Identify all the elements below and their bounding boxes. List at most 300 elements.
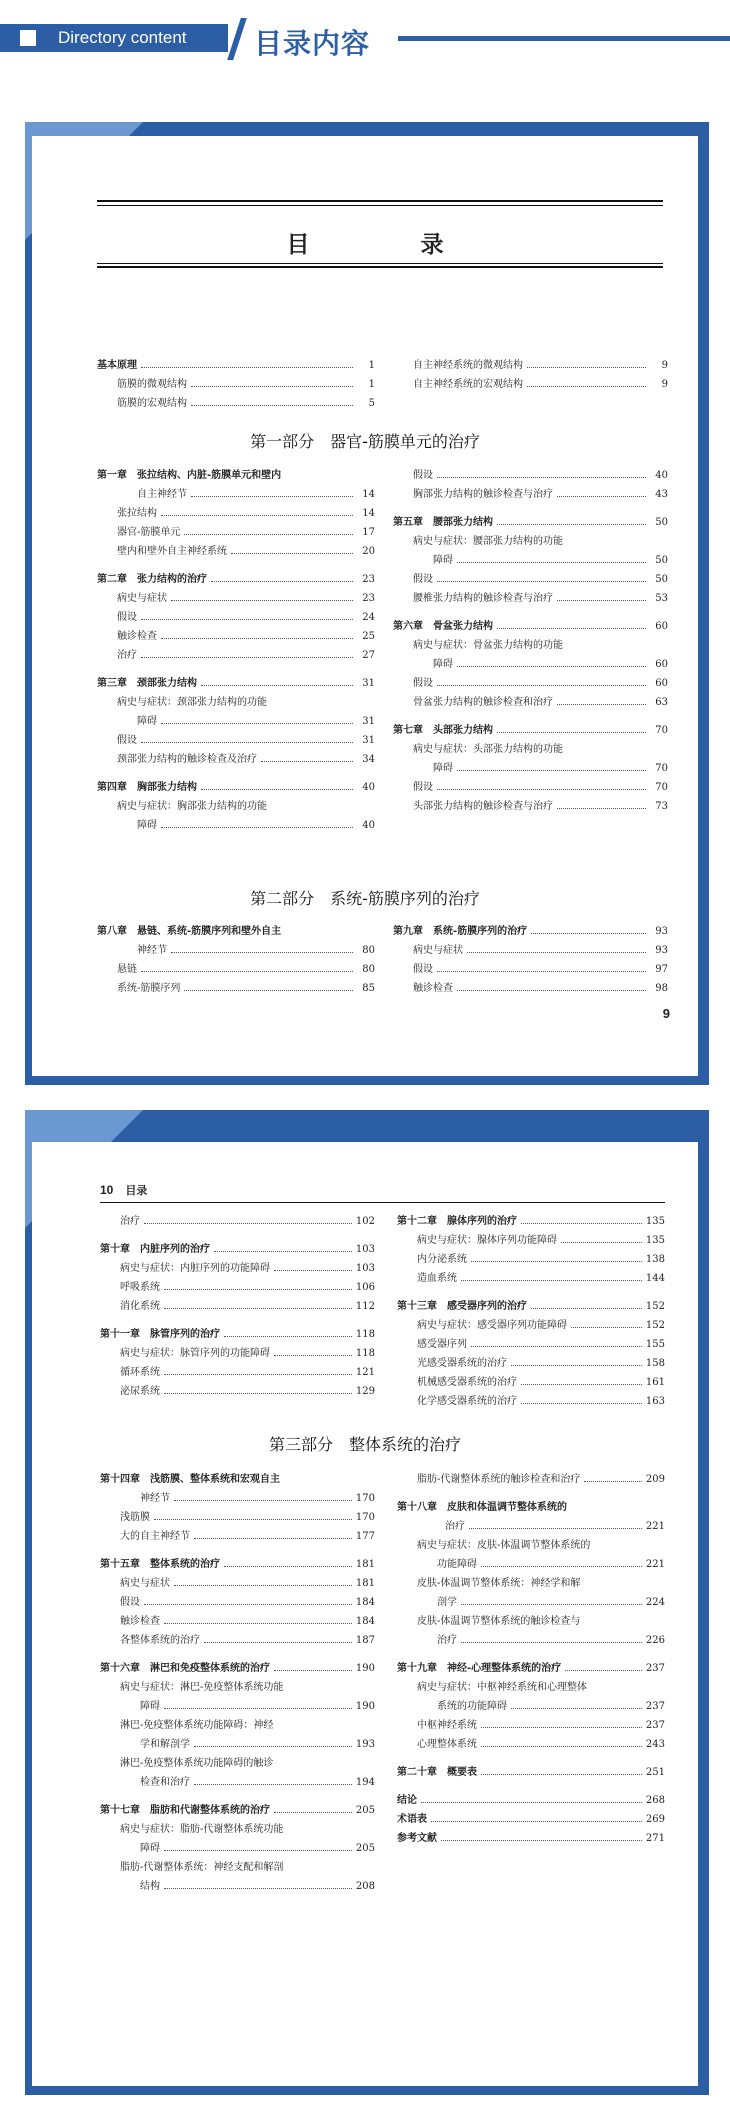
toc-entry-title: 头部张力结构的触诊检查与治疗 — [413, 801, 553, 812]
toc-entry — [97, 375, 375, 394]
toc-leader-dots — [161, 638, 353, 639]
toc-entry — [100, 1697, 375, 1716]
toc-leader-dots — [141, 657, 353, 658]
toc-entry-page: 152 — [645, 1301, 665, 1312]
toc-entry — [100, 1508, 375, 1527]
toc-entry — [397, 1763, 665, 1782]
toc-leader-dots — [481, 1746, 642, 1747]
toc-entry-title: 悬链 — [117, 964, 137, 975]
toc-entry-title: 基本原理 — [97, 360, 137, 371]
toc-leader-dots — [557, 704, 646, 705]
top-right-column — [397, 1212, 665, 1411]
toc-entry-title: 颈部张力结构的触诊检查及治疗 — [117, 754, 257, 765]
toc-entry-page: 25 — [362, 631, 375, 642]
toc-spacer — [100, 1792, 375, 1801]
toc-entry — [393, 513, 668, 532]
toc-entry-page: 27 — [362, 650, 375, 661]
toc-leader-dots — [174, 1585, 352, 1586]
toc-entry-page: 152 — [645, 1320, 665, 1331]
toc-leader-dots — [437, 581, 646, 582]
toc-entry — [100, 1631, 375, 1650]
toc-entry — [97, 693, 375, 712]
toc-entry — [393, 721, 668, 740]
toc-entry-title: 腰椎张力结构的触诊检查与治疗 — [413, 593, 553, 604]
toc-spacer — [397, 1754, 665, 1763]
toc-entry — [97, 485, 375, 504]
toc-entry-page: 224 — [645, 1597, 665, 1608]
toc-entry — [97, 674, 375, 693]
toc-entry-title: 感受器序列 — [417, 1339, 467, 1350]
toc-entry-page: 158 — [645, 1358, 665, 1369]
header-banner — [0, 0, 730, 68]
toc-entry — [100, 1820, 375, 1839]
toc-entry-page: 85 — [362, 983, 375, 994]
toc-entry-title: 骨盆张力结构的触诊检查和治疗 — [413, 697, 553, 708]
toc-entry-title: 心理整体系统 — [417, 1739, 477, 1750]
toc-leader-dots — [437, 971, 646, 972]
toc-entry-title: 病史与症状：脂肪-代谢整体系统功能 — [120, 1824, 284, 1835]
toc-entry — [100, 1659, 375, 1678]
toc-entry-title: 第六章 骨盆张力结构 — [393, 621, 493, 632]
toc-entry-title: 病史与症状：颈部张力结构的功能 — [117, 697, 267, 708]
toc-leader-dots — [201, 685, 353, 686]
toc-entry-page: 194 — [355, 1777, 375, 1788]
toc-entry — [393, 375, 668, 394]
toc-entry-title: 系统的功能障碍 — [437, 1701, 507, 1712]
toc-entry-page: 60 — [655, 621, 668, 632]
toc-entry — [97, 394, 375, 413]
toc-entry — [100, 1858, 375, 1877]
toc-entry — [393, 551, 668, 570]
toc-entry-page: 9 — [661, 360, 668, 371]
toc-entry-page: 40 — [362, 782, 375, 793]
toc-leader-dots — [437, 789, 646, 790]
toc-entry-title: 脂肪-代谢整体系统：神经支配和解剖 — [120, 1862, 284, 1873]
toc-entry — [393, 466, 668, 485]
toc-leader-dots — [497, 732, 646, 733]
toc-entry-page: 205 — [355, 1805, 375, 1816]
toc-entry-title: 病史与症状：淋巴-免疫整体系统功能 — [120, 1682, 284, 1693]
toc-entry-title: 障碍 — [433, 659, 453, 670]
toc-entry-title: 第八章 悬链、系统-筋膜序列和壁外自主 — [97, 926, 282, 937]
toc-leader-dots — [469, 1528, 642, 1529]
toc-entry-page: 237 — [645, 1663, 665, 1674]
toc-entry — [397, 1231, 665, 1250]
toc-entry — [100, 1297, 375, 1316]
toc-entry-page: 170 — [355, 1493, 375, 1504]
toc-entry — [100, 1877, 375, 1896]
toc-entry — [97, 608, 375, 627]
toc-entry-title: 假设 — [413, 470, 433, 481]
toc-entry-title: 第十五章 整体系统的治疗 — [100, 1559, 220, 1570]
toc-entry-page: 53 — [655, 593, 668, 604]
toc-leader-dots — [211, 581, 353, 582]
toc-entry — [100, 1240, 375, 1259]
toc-page-1 — [25, 122, 709, 1085]
running-page-number: 10 — [100, 1183, 114, 1197]
toc-entry-page: 98 — [655, 983, 668, 994]
toc-entry — [393, 617, 668, 636]
toc-entry-title: 剖学 — [437, 1597, 457, 1608]
toc-leader-dots — [531, 1308, 642, 1309]
toc-entry — [397, 1392, 665, 1411]
toc-entry — [100, 1801, 375, 1820]
toc-entry — [397, 1829, 665, 1848]
toc-entry-title: 病史与症状：感受器序列功能障碍 — [417, 1320, 567, 1331]
toc-entry — [397, 1250, 665, 1269]
toc-entry — [100, 1278, 375, 1297]
toc-leader-dots — [457, 666, 646, 667]
toc-entry-page: 268 — [645, 1795, 665, 1806]
toc-entry — [397, 1517, 665, 1536]
toc-entry — [97, 750, 375, 769]
toc-entry-page: 251 — [645, 1767, 665, 1778]
toc-entry-title: 假设 — [413, 964, 433, 975]
part2-left-column — [97, 922, 375, 998]
toc-entry-page: 129 — [355, 1386, 375, 1397]
toc-entry — [397, 1470, 665, 1489]
toc-leader-dots — [191, 405, 353, 406]
toc-leader-dots — [174, 1500, 352, 1501]
toc-entry — [397, 1354, 665, 1373]
running-title: 目录 — [125, 1184, 148, 1197]
toc-leader-dots — [511, 1365, 642, 1366]
toc-leader-dots — [194, 1784, 352, 1785]
running-header — [100, 1182, 147, 1198]
toc-spacer — [100, 1316, 375, 1325]
toc-entry-title: 病史与症状：骨盆张力结构的功能 — [413, 640, 563, 651]
toc-leader-dots — [191, 496, 353, 497]
toc-entry-title: 假设 — [117, 612, 137, 623]
toc-entry-page: 193 — [355, 1739, 375, 1750]
top-rule — [97, 200, 663, 202]
toc-entry — [393, 485, 668, 504]
toc-spacer — [100, 1546, 375, 1555]
toc-entry-title: 中枢神经系统 — [417, 1720, 477, 1731]
toc-entry — [393, 589, 668, 608]
toc-entry-page: 9 — [661, 379, 668, 390]
toc-entry-page: 70 — [655, 782, 668, 793]
toc-spacer — [397, 1489, 665, 1498]
toc-entry-page: 14 — [362, 508, 375, 519]
page-2-sheet — [32, 1142, 698, 2086]
toc-entry-title: 触诊检查 — [413, 983, 453, 994]
toc-leader-dots — [144, 1604, 352, 1605]
toc-leader-dots — [164, 1888, 352, 1889]
toc-entry-page: 31 — [362, 678, 375, 689]
toc-entry-title: 学和解剖学 — [140, 1739, 190, 1750]
toc-entry — [97, 731, 375, 750]
toc-entry-title: 病史与症状：腺体序列功能障碍 — [417, 1235, 557, 1246]
toc-entry-title: 壁内和壁外自主神经系统 — [117, 546, 227, 557]
toc-entry — [393, 636, 668, 655]
toc-entry-title: 自主神经系统的宏观结构 — [413, 379, 523, 390]
toc-entry-page: 144 — [645, 1273, 665, 1284]
toc-entry — [393, 759, 668, 778]
toc-entry-title: 病史与症状 — [413, 945, 463, 956]
toc-entry-title: 第五章 腰部张力结构 — [393, 517, 493, 528]
toc-entry — [397, 1678, 665, 1697]
toc-entry — [397, 1593, 665, 1612]
toc-entry-page: 93 — [655, 926, 668, 937]
toc-entry-title: 第四章 胸部张力结构 — [97, 782, 197, 793]
toc-entry — [97, 570, 375, 589]
toc-leader-dots — [457, 770, 646, 771]
toc-entry-page: 73 — [655, 801, 668, 812]
header-square-icon — [20, 30, 36, 46]
toc-entry-title: 系统-筋膜序列 — [117, 983, 181, 994]
toc-entry — [100, 1735, 375, 1754]
part-1-heading: 第一部分 器官-筋膜单元的治疗 — [250, 432, 480, 451]
toc-entry-title: 各整体系统的治疗 — [120, 1635, 200, 1646]
toc-entry-title: 浅筋膜 — [120, 1512, 150, 1523]
toc-entry-title: 障碍 — [433, 763, 453, 774]
toc-entry-page: 209 — [645, 1474, 665, 1485]
toc-entry-title: 障碍 — [137, 716, 157, 727]
toc-entry-page: 187 — [355, 1635, 375, 1646]
toc-entry-title: 器官-筋膜单元 — [117, 527, 181, 538]
toc-leader-dots — [471, 1346, 642, 1347]
toc-entry — [397, 1316, 665, 1335]
part1-right-column — [393, 466, 668, 816]
toc-entry-title: 检查和治疗 — [140, 1777, 190, 1788]
toc-leader-dots — [144, 1223, 352, 1224]
toc-entry-page: 43 — [655, 489, 668, 500]
toc-entry-title: 皮肤-体温调节整体系统：神经学和解 — [417, 1578, 581, 1589]
toc-entry-title: 触诊检查 — [117, 631, 157, 642]
toc-entry — [100, 1574, 375, 1593]
toc-entry-title: 第十三章 感受器序列的治疗 — [397, 1301, 527, 1312]
toc-entry-title: 病史与症状 — [117, 593, 167, 604]
toc-leader-dots — [457, 990, 646, 991]
toc-entry — [397, 1212, 665, 1231]
toc-entry — [97, 778, 375, 797]
toc-entry — [100, 1612, 375, 1631]
toc-entry-page: 97 — [655, 964, 668, 975]
title-rule — [97, 266, 663, 268]
toc-entry — [393, 570, 668, 589]
toc-leader-dots — [201, 789, 353, 790]
toc-entry-page: 80 — [362, 964, 375, 975]
intro-right — [393, 356, 668, 394]
running-rule — [100, 1202, 665, 1203]
toc-entry — [397, 1574, 665, 1593]
header-chinese-title: 目录内容 — [254, 27, 371, 60]
toc-entry — [393, 674, 668, 693]
header-rule — [398, 36, 730, 41]
part1-left-column — [97, 466, 375, 835]
toc-leader-dots — [497, 524, 646, 525]
page-number: 9 — [662, 1006, 670, 1021]
toc-entry-title: 结论 — [397, 1795, 417, 1806]
toc-entry-title: 淋巴-免疫整体系统功能障碍的触诊 — [120, 1758, 274, 1769]
toc-entry — [397, 1810, 665, 1829]
toc-leader-dots — [164, 1308, 352, 1309]
toc-entry-page: 243 — [645, 1739, 665, 1750]
toc-leader-dots — [461, 1642, 642, 1643]
toc-leader-dots — [274, 1355, 352, 1356]
toc-entry-page: 60 — [655, 678, 668, 689]
toc-spacer — [97, 769, 375, 778]
toc-entry-title: 胸部张力结构的触诊检查与治疗 — [413, 489, 553, 500]
toc-spacer — [393, 712, 668, 721]
toc-entry-page: 106 — [355, 1282, 375, 1293]
toc-leader-dots — [527, 367, 646, 368]
toc-spacer — [393, 504, 668, 513]
toc-entry-title: 消化系统 — [120, 1301, 160, 1312]
toc-entry-page: 14 — [362, 489, 375, 500]
part2-right-column — [393, 922, 668, 998]
toc-entry — [397, 1735, 665, 1754]
toc-entry-title: 第十七章 脂肪和代谢整体系统的治疗 — [100, 1805, 270, 1816]
toc-entry-title: 第二十章 概要表 — [397, 1767, 477, 1778]
toc-entry — [100, 1754, 375, 1773]
toc-leader-dots — [164, 1289, 352, 1290]
toc-entry-title: 假设 — [413, 574, 433, 585]
toc-entry-page: 271 — [645, 1833, 665, 1844]
toc-spacer — [97, 561, 375, 570]
toc-entry-page: 208 — [355, 1881, 375, 1892]
toc-entry — [100, 1773, 375, 1792]
toc-entry-title: 障碍 — [433, 555, 453, 566]
toc-leader-dots — [481, 1727, 642, 1728]
toc-entry-page: 221 — [645, 1521, 665, 1532]
toc-spacer — [397, 1288, 665, 1297]
toc-entry — [393, 356, 668, 375]
toc-entry-title: 病史与症状：内脏序列的功能障碍 — [120, 1263, 270, 1274]
toc-entry-page: 205 — [355, 1843, 375, 1854]
toc-entry — [100, 1382, 375, 1401]
toc-entry — [393, 941, 668, 960]
toc-entry-page: 40 — [655, 470, 668, 481]
toc-entry-title: 触诊检查 — [120, 1616, 160, 1627]
toc-entry-page: 269 — [645, 1814, 665, 1825]
toc-leader-dots — [184, 990, 353, 991]
toc-entry-title: 病史与症状：腰部张力结构的功能 — [413, 536, 563, 547]
toc-entry-page: 121 — [355, 1367, 375, 1378]
toc-entry-title: 治疗 — [117, 650, 137, 661]
toc-entry-title: 内分泌系统 — [417, 1254, 467, 1265]
toc-leader-dots — [164, 1393, 352, 1394]
toc-leader-dots — [441, 1840, 642, 1841]
toc-leader-dots — [141, 971, 353, 972]
toc-entry-page: 23 — [362, 574, 375, 585]
toc-leader-dots — [457, 562, 646, 563]
toc-spacer — [97, 665, 375, 674]
toc-entry-page: 50 — [655, 574, 668, 585]
toc-entry — [393, 778, 668, 797]
toc-entry-page: 237 — [645, 1720, 665, 1731]
toc-entry — [97, 504, 375, 523]
toc-entry — [97, 627, 375, 646]
toc-entry — [393, 740, 668, 759]
toc-entry-title: 神经节 — [137, 945, 167, 956]
toc-leader-dots — [437, 477, 646, 478]
toc-entry — [97, 922, 375, 941]
toc-entry-page: 118 — [355, 1329, 375, 1340]
toc-leader-dots — [521, 1384, 642, 1385]
toc-entry-title: 大的自主神经节 — [120, 1531, 190, 1542]
toc-entry-page: 5 — [368, 398, 375, 409]
toc-entry-title: 病史与症状：脉管序列的功能障碍 — [120, 1348, 270, 1359]
toc-entry-page: 20 — [362, 546, 375, 557]
toc-entry-title: 第十六章 淋巴和免疫整体系统的治疗 — [100, 1663, 270, 1674]
toc-leader-dots — [561, 1242, 642, 1243]
part-2-heading: 第二部分 系统-筋膜序列的治疗 — [250, 889, 480, 908]
toc-entry — [397, 1373, 665, 1392]
toc-entry — [397, 1555, 665, 1574]
toc-entry-title: 病史与症状：皮肤-体温调节整体系统的 — [417, 1540, 591, 1551]
toc-entry-page: 50 — [655, 517, 668, 528]
toc-leader-dots — [171, 952, 353, 953]
toc-entry — [97, 979, 375, 998]
toc-entry-title: 第十一章 脉管序列的治疗 — [100, 1329, 220, 1340]
toc-leader-dots — [164, 1374, 352, 1375]
toc-entry-title: 障碍 — [140, 1843, 160, 1854]
toc-entry-page: 112 — [355, 1301, 375, 1312]
toc-entry-title: 结构 — [140, 1881, 160, 1892]
toc-leader-dots — [164, 1708, 352, 1709]
toc-entry-page: 177 — [355, 1531, 375, 1542]
toc-entry — [97, 466, 375, 485]
toc-entry-title: 第十九章 神经-心理整体系统的治疗 — [397, 1663, 562, 1674]
toc-entry-title: 化学感受器系统的治疗 — [417, 1396, 517, 1407]
toc-leader-dots — [161, 723, 353, 724]
toc-entry-title: 第十章 内脏序列的治疗 — [100, 1244, 210, 1255]
toc-leader-dots — [274, 1270, 352, 1271]
toc-spacer — [393, 608, 668, 617]
toc-leader-dots — [194, 1746, 352, 1747]
toc-entry-page: 40 — [362, 820, 375, 831]
toc-entry-title: 泌尿系统 — [120, 1386, 160, 1397]
page-1-sheet — [32, 136, 698, 1076]
toc-leader-dots — [224, 1566, 352, 1567]
toc-entry-page: 184 — [355, 1597, 375, 1608]
toc-entry-page: 135 — [645, 1216, 665, 1227]
toc-spacer — [100, 1650, 375, 1659]
toc-leader-dots — [431, 1821, 642, 1822]
toc-entry — [100, 1470, 375, 1489]
toc-leader-dots — [531, 933, 646, 934]
toc-leader-dots — [467, 952, 646, 953]
toc-leader-dots — [565, 1670, 642, 1671]
toc-entry — [397, 1791, 665, 1810]
toc-entry-title: 第三章 颈部张力结构 — [97, 678, 197, 689]
toc-leader-dots — [141, 367, 353, 368]
toc-entry-title: 筋膜的微观结构 — [117, 379, 187, 390]
toc-entry — [97, 797, 375, 816]
toc-entry-title: 假设 — [413, 678, 433, 689]
toc-leader-dots — [154, 1519, 352, 1520]
toc-entry-page: 190 — [355, 1663, 375, 1674]
toc-leader-dots — [141, 619, 353, 620]
toc-entry-title: 术语表 — [397, 1814, 427, 1825]
toc-entry — [100, 1716, 375, 1735]
toc-entry — [100, 1678, 375, 1697]
toc-entry — [393, 655, 668, 674]
toc-entry-title: 机械感受器系统的治疗 — [417, 1377, 517, 1388]
toc-entry — [100, 1489, 375, 1508]
part-3-heading: 第三部分 整体系统的治疗 — [268, 1435, 461, 1454]
toc-entry — [393, 922, 668, 941]
top-left-column — [100, 1212, 375, 1401]
toc-entry-title: 治疗 — [445, 1521, 465, 1532]
toc-leader-dots — [497, 628, 646, 629]
title-rule-thin — [97, 263, 663, 264]
toc-leader-dots — [194, 1538, 352, 1539]
toc-entry — [397, 1498, 665, 1517]
toc-entry — [100, 1363, 375, 1382]
